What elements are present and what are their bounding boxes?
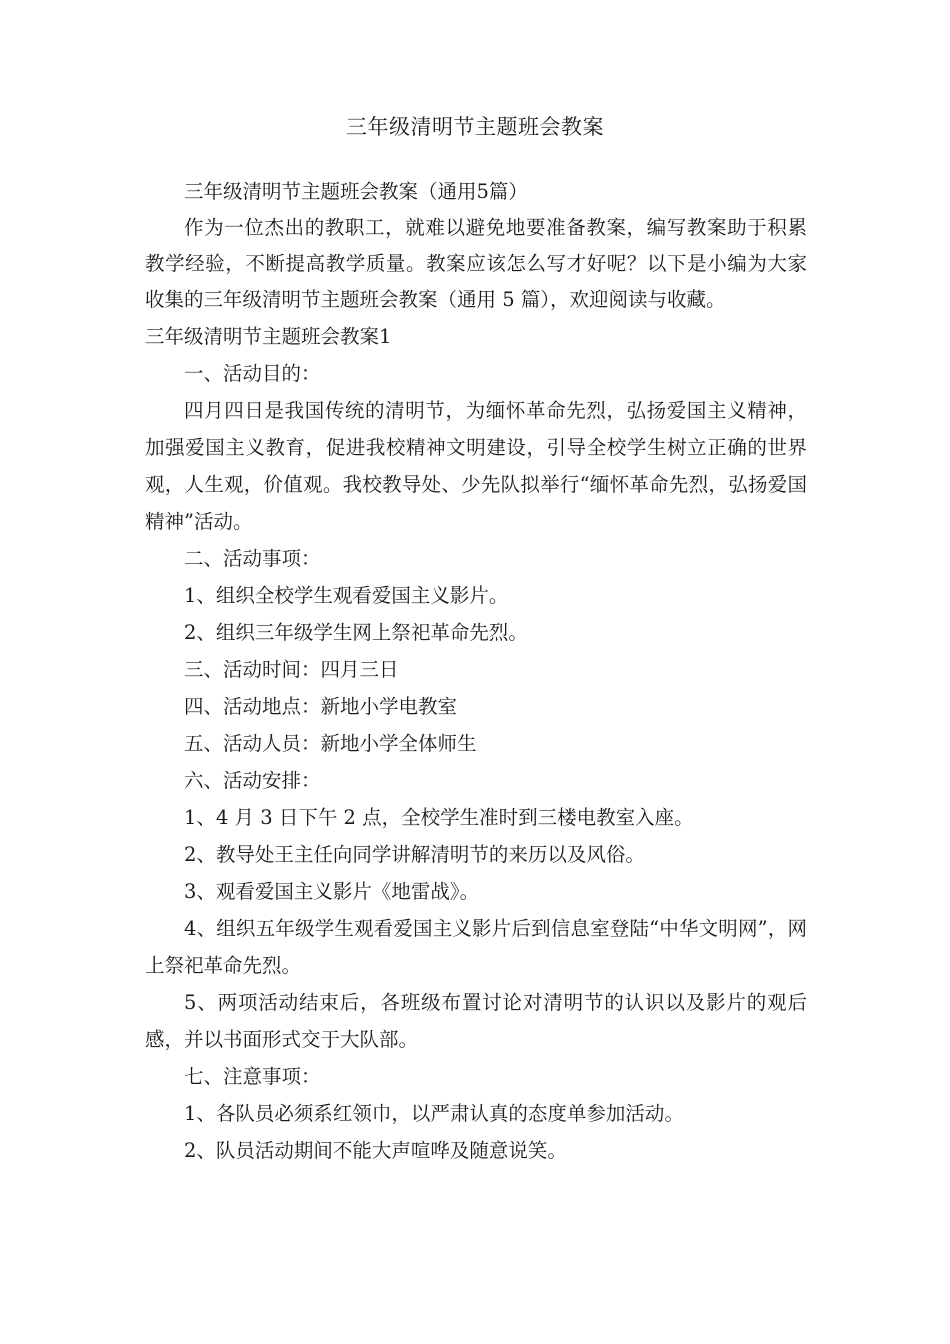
intro-paragraph: 作为一位杰出的教职工，就难以避免地要准备教案，编写教案助于积累教学经验，不断提高教学质量。教案应该怎么写才好呢？以下是小编为大家收集的三年级清明节主题班会教案（通用 5 篇），欢迎阅读与收藏。 <box>145 216 807 311</box>
note-item-2: 2、队员活动期间不能大声喧哗及随意说笑。 <box>184 1139 567 1162</box>
arrangement-item-5: 5、两项活动结束后，各班级布置讨论对清明节的认识以及影片的观后感，并以书面形式交于大队部。 <box>145 991 807 1051</box>
purpose-paragraph: 四月四日是我国传统的清明节，为缅怀革命先烈，弘扬爱国主义精神，加强爱国主义教育，促进我校精神文明建设，引导全校学生树立正确的世界观，人生观，价值观。我校教导处、少先队拟举行“缅怀革命先烈，弘扬爱国精神”活动。 <box>145 399 807 533</box>
document-subtitle: 三年级清明节主题班会教案（通用5篇） <box>184 180 528 203</box>
matter-item-2: 2、组织三年级学生网上祭祀革命先烈。 <box>184 621 528 644</box>
document-title: 三年级清明节主题班会教案 <box>346 115 604 139</box>
heading-purpose: 一、活动目的： <box>184 362 321 385</box>
heading-participants: 五、活动人员：新地小学全体师生 <box>184 732 477 755</box>
heading-time: 三、活动时间：四月三日 <box>184 658 399 681</box>
heading-matters: 二、活动事项： <box>184 547 321 570</box>
arrangement-item-3: 3、观看爱国主义影片《地雷战》。 <box>184 880 480 903</box>
matter-item-1: 1、组织全校学生观看爱国主义影片。 <box>184 584 509 607</box>
heading-location: 四、活动地点：新地小学电教室 <box>184 695 458 718</box>
section-heading: 三年级清明节主题班会教案1 <box>145 325 392 348</box>
heading-notes: 七、注意事项： <box>184 1065 321 1088</box>
arrangement-item-1: 1、4 月 3 日下午 2 点，全校学生准时到三楼电教室入座。 <box>184 806 694 829</box>
arrangement-item-4: 4、组织五年级学生观看爱国主义影片后到信息室登陆“中华文明网”，网上祭祀革命先烈。 <box>145 917 807 977</box>
document-body <box>145 173 807 1169</box>
note-item-1: 1、各队员必须系红领巾，以严肃认真的态度单参加活动。 <box>184 1102 684 1125</box>
heading-arrangement: 六、活动安排： <box>184 769 321 792</box>
arrangement-item-2: 2、教导处王主任向同学讲解清明节的来历以及风俗。 <box>184 843 645 866</box>
